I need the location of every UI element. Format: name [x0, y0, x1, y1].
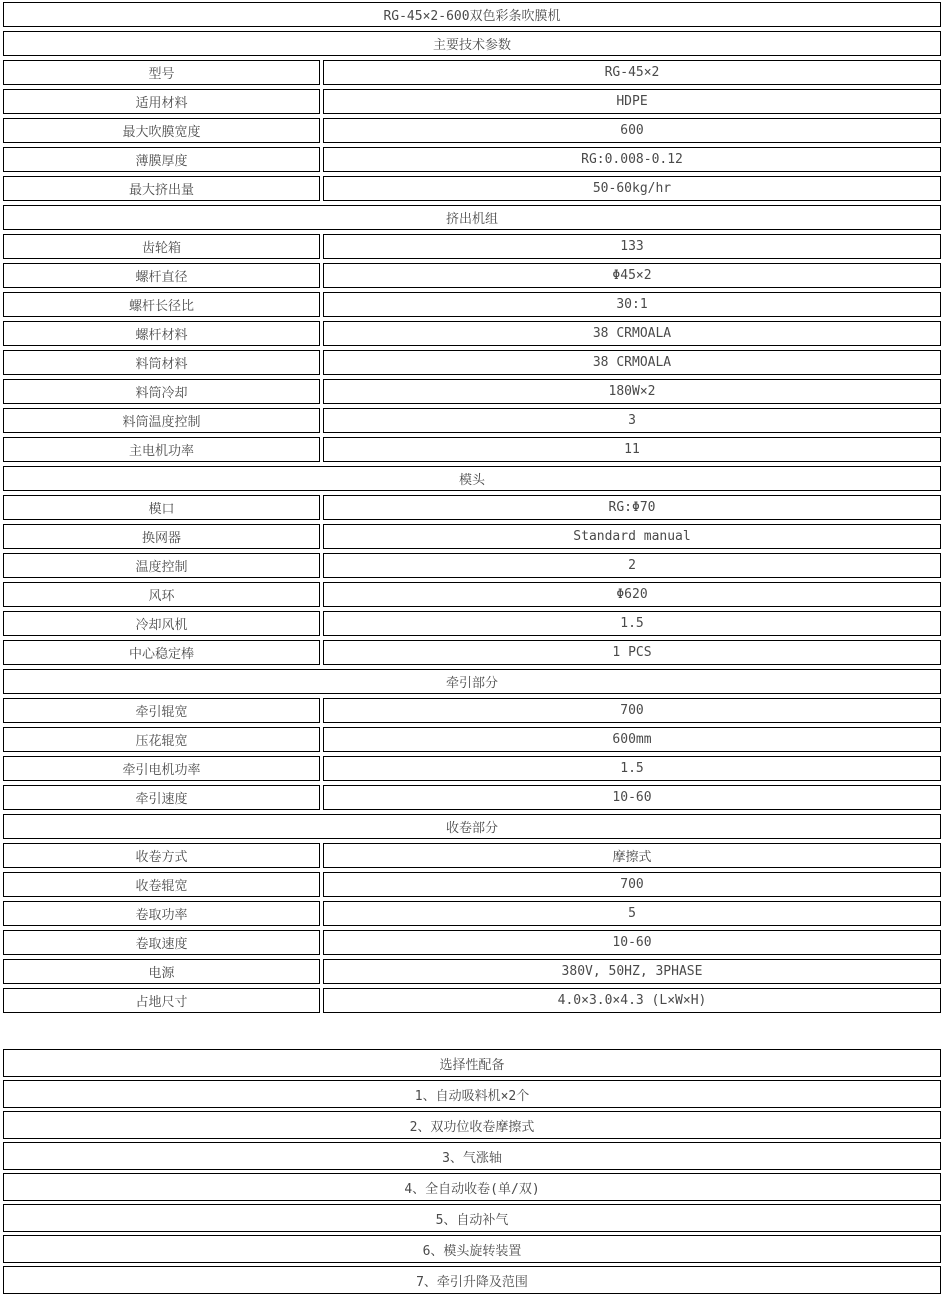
table-row: [3, 1111, 941, 1139]
table-row: [3, 1080, 941, 1108]
spec-label: 换网器: [3, 524, 320, 549]
option-item: 3、气涨轴: [3, 1142, 941, 1170]
table-row: [3, 205, 941, 230]
spec-label: 冷却风机: [3, 611, 320, 636]
table-row: [3, 727, 941, 752]
spec-value: Φ620: [323, 582, 941, 607]
table-row: [3, 698, 941, 723]
section-header: 收卷部分: [3, 814, 941, 839]
option-item: 2、双功位收卷摩擦式: [3, 1111, 941, 1139]
table-row: [3, 872, 941, 897]
table-row: [3, 1049, 941, 1077]
table-row: [3, 31, 941, 56]
table-row: [3, 292, 941, 317]
spec-label: 料筒温度控制: [3, 408, 320, 433]
table-row: [3, 582, 941, 607]
table-row: [3, 611, 941, 636]
table-row: [3, 553, 941, 578]
spec-value: HDPE: [323, 89, 941, 114]
spec-value: 10-60: [323, 930, 941, 955]
table-row: [3, 2, 941, 27]
spec-label: 齿轮箱: [3, 234, 320, 259]
table-row: [3, 263, 941, 288]
spec-label: 最大挤出量: [3, 176, 320, 201]
table-row: [3, 930, 941, 955]
spec-value: 4.0×3.0×4.3 (L×W×H): [323, 988, 941, 1013]
spec-label: 料筒冷却: [3, 379, 320, 404]
table-row: [3, 785, 941, 810]
option-item: 1、自动吸料机×2个: [3, 1080, 941, 1108]
spec-label: 主电机功率: [3, 437, 320, 462]
spec-value: RG-45×2: [323, 60, 941, 85]
table-row: [3, 1235, 941, 1263]
table-row: [3, 495, 941, 520]
table-row: [3, 814, 941, 839]
spec-label: 温度控制: [3, 553, 320, 578]
spec-label: 牵引速度: [3, 785, 320, 810]
table-row: [3, 988, 941, 1013]
table-row: [3, 901, 941, 926]
spec-value: 2: [323, 553, 941, 578]
section-header: 挤出机组: [3, 205, 941, 230]
spec-value: 11: [323, 437, 941, 462]
spec-label: 牵引辊宽: [3, 698, 320, 723]
spec-label: 螺杆材料: [3, 321, 320, 346]
spec-label: 卷取速度: [3, 930, 320, 955]
spec-value: 600: [323, 118, 941, 143]
spec-label: 最大吹膜宽度: [3, 118, 320, 143]
spec-value: 1 PCS: [323, 640, 941, 665]
spec-value: 180W×2: [323, 379, 941, 404]
spec-value: 380V, 50HZ, 3PHASE: [323, 959, 941, 984]
spec-label: 收卷辊宽: [3, 872, 320, 897]
spec-label: 占地尺寸: [3, 988, 320, 1013]
table-row: [3, 60, 941, 85]
table-row: [3, 321, 941, 346]
spec-label: 风环: [3, 582, 320, 607]
table-row: [3, 1173, 941, 1201]
table-row: [3, 437, 941, 462]
spec-label: 收卷方式: [3, 843, 320, 868]
table-row: [3, 234, 941, 259]
spec-value: Standard manual: [323, 524, 941, 549]
table-row: [3, 176, 941, 201]
spec-value: 50-60kg/hr: [323, 176, 941, 201]
option-item: 5、自动补气: [3, 1204, 941, 1232]
spec-label: 薄膜厚度: [3, 147, 320, 172]
table-row: [3, 756, 941, 781]
spec-value: 600mm: [323, 727, 941, 752]
spec-value: 700: [323, 872, 941, 897]
spec-value: 1.5: [323, 611, 941, 636]
table-row: [3, 379, 941, 404]
spec-value: RG:0.008-0.12: [323, 147, 941, 172]
spec-value: 5: [323, 901, 941, 926]
spec-value: 3: [323, 408, 941, 433]
option-item: 6、模头旋转装置: [3, 1235, 941, 1263]
spec-label: 型号: [3, 60, 320, 85]
spec-value: 30:1: [323, 292, 941, 317]
spec-label: 模口: [3, 495, 320, 520]
table-row: [3, 89, 941, 114]
table-row: [3, 466, 941, 491]
spec-label: 压花辊宽: [3, 727, 320, 752]
option-item: 4、全自动收卷(单/双): [3, 1173, 941, 1201]
options-header: 选择性配备: [3, 1049, 941, 1077]
option-item: 7、牵引升降及范围: [3, 1266, 941, 1294]
spec-value: 摩擦式: [323, 843, 941, 868]
table-row: [3, 524, 941, 549]
spec-label: 料筒材料: [3, 350, 320, 375]
table-title: RG-45×2-600双色彩条吹膜机: [3, 2, 941, 27]
table-row: [3, 350, 941, 375]
section-header: 牵引部分: [3, 669, 941, 694]
spec-value: 700: [323, 698, 941, 723]
section-header: 主要技术参数: [3, 31, 941, 56]
spec-value: Φ45×2: [323, 263, 941, 288]
table-row: [3, 1266, 941, 1294]
spec-value: 1.5: [323, 756, 941, 781]
table-row: [3, 147, 941, 172]
spec-value: 133: [323, 234, 941, 259]
spec-value: RG:Φ70: [323, 495, 941, 520]
spec-label: 螺杆直径: [3, 263, 320, 288]
spec-value: 38 CRMOALA: [323, 321, 941, 346]
section-header: 模头: [3, 466, 941, 491]
table-row: [3, 408, 941, 433]
spec-value: 10-60: [323, 785, 941, 810]
table-row: [3, 959, 941, 984]
spec-label: 电源: [3, 959, 320, 984]
table-row: [3, 669, 941, 694]
table-row: [3, 1204, 941, 1232]
table-row: [3, 640, 941, 665]
spec-value: 38 CRMOALA: [323, 350, 941, 375]
spec-label: 螺杆长径比: [3, 292, 320, 317]
table-row: [3, 1142, 941, 1170]
table-row: [3, 843, 941, 868]
spec-label: 中心稳定棒: [3, 640, 320, 665]
spec-label: 牵引电机功率: [3, 756, 320, 781]
spec-label: 适用材料: [3, 89, 320, 114]
options-table: [0, 1046, 944, 1297]
table-row: [3, 118, 941, 143]
spec-label: 卷取功率: [3, 901, 320, 926]
